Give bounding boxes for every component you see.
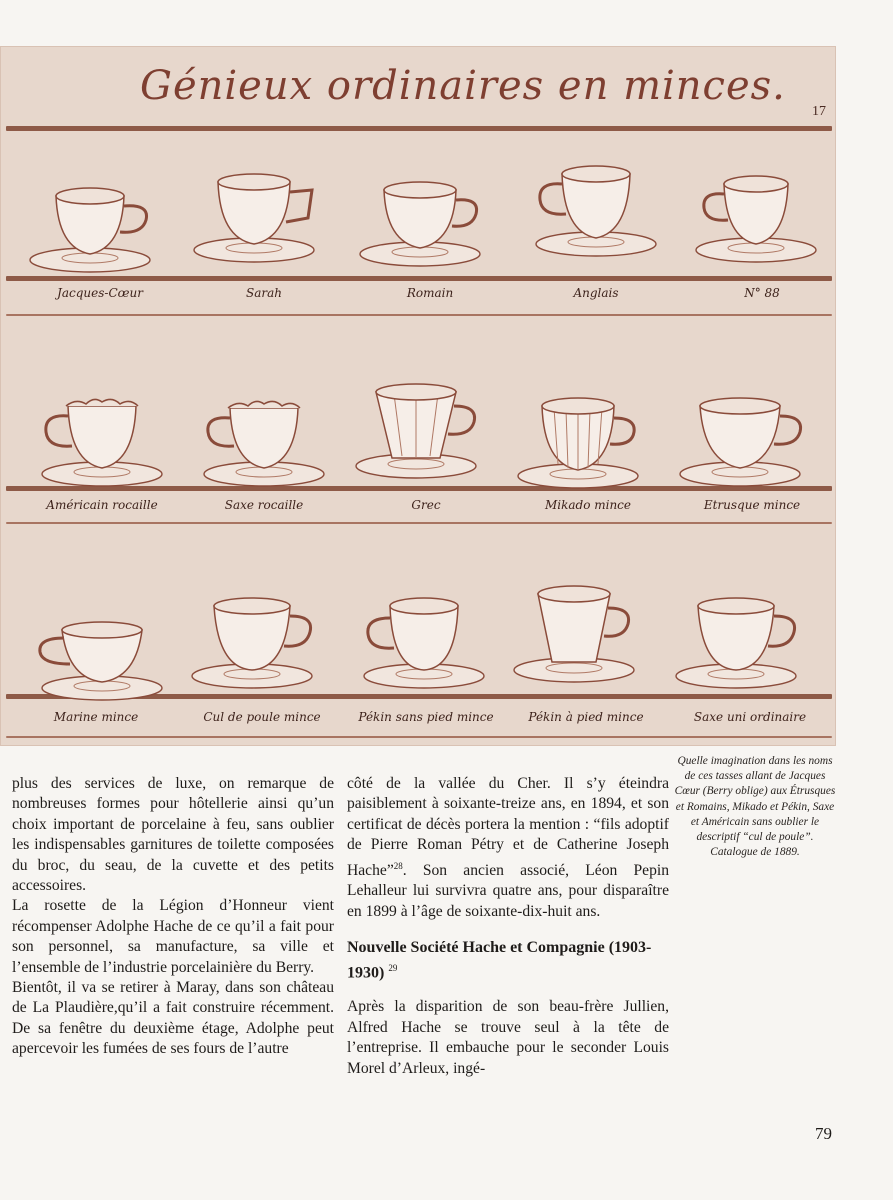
shelf-divider xyxy=(6,522,832,524)
footnote-ref: 28 xyxy=(393,860,403,871)
cup-illustration xyxy=(674,582,814,692)
shelf-row-2 xyxy=(6,336,832,536)
cup-name-label: Sarah xyxy=(246,286,282,300)
cup-illustration xyxy=(28,166,168,276)
shelf-top-line xyxy=(6,126,832,131)
text-column-left xyxy=(12,774,334,1060)
paragraph: Bientôt, il va se retirer à Maray, dans son château de La Plaudière,qu’il a fait construire récemment. De sa fenêtre du deuxième étage, Adolphe peut apercevoir les fumées de ses fours de l’autre xyxy=(12,979,334,1058)
figure-caption: Quelle imagination dans les noms de ces tasses allant de Jacques Cœur (Berry oblige) aux Étrusques et Romains, Mikado et Pékin, Saxe et Américain sans oublier le descriptif “cul de poule”. Catalogue de 1889. xyxy=(674,755,836,859)
cup-name-label: Saxe rocaille xyxy=(224,498,304,512)
paragraph-text: côté de la vallée du Cher. Il s’y éteindra paisiblement à soixante-treize ans, en 1894, et son certificat de décès portera la mention : “fils adoptif de Pierre Roman Pétry et de Catherine Joseph Hache” xyxy=(347,775,669,879)
shelf-row-1 xyxy=(6,126,832,326)
cup-illustration xyxy=(192,380,332,490)
cup-name-label: Pékin à pied mince xyxy=(528,710,644,724)
plate-title: Génieux ordinaires en minces. xyxy=(140,63,786,109)
cup-name-label: Mikado mince xyxy=(544,498,632,512)
shelf-board xyxy=(6,276,832,281)
cup-illustration xyxy=(526,150,666,260)
section-heading-text: Nouvelle Société Hache et Compagnie (1903-1930) xyxy=(347,939,652,982)
cup-illustration xyxy=(192,156,332,266)
cup-name-label: Pékin sans pied mince xyxy=(358,710,494,724)
shelf-divider xyxy=(6,314,832,316)
cup-name-label: Jacques-Cœur xyxy=(57,286,143,300)
paragraph-text: . Son ancien associé, Léon Pepin Lehalleur lui survivra quatre ans, pour disparaître en 1899 à l’âge de soixante-dix-huit ans. xyxy=(347,861,669,920)
cup-name-label: Saxe uni ordinaire xyxy=(693,710,807,724)
cup-name-label: Romain xyxy=(406,286,454,300)
shelf-row-3 xyxy=(6,544,832,744)
paragraph xyxy=(347,774,669,922)
section-heading xyxy=(347,938,669,983)
cup-illustration xyxy=(30,594,170,704)
cup-name-label: Marine mince xyxy=(53,710,139,724)
footnote-ref: 29 xyxy=(388,963,398,974)
paragraph: plus des services de luxe, on remarque de nombreuses formes pour hôtellerie ainsi qu’un choix important de porcelaine à feu, sans oublier les indispensables garnitures de toilette composées du broc, du seau, de la cuvette et des petits accessoires. xyxy=(12,775,334,895)
text-column-right xyxy=(347,774,669,1079)
cup-name-label: Grec xyxy=(411,498,441,512)
cup-illustration xyxy=(358,160,498,270)
cup-illustration xyxy=(190,582,330,692)
shelf-divider xyxy=(6,736,832,738)
catalogue-plate xyxy=(0,46,836,746)
cup-name-label: Cul de poule mince xyxy=(203,710,321,724)
paragraph: La rosette de la Légion d’Honneur vient récompenser Adolphe Hache de ce qu’il a fait pour son personnel, sa manufacture, sa ville et l’ensemble de l’industrie porcelainière du Berry. xyxy=(12,897,334,976)
cup-illustration xyxy=(678,380,818,490)
page-number: 79 xyxy=(815,1124,832,1143)
paragraph: Après la disparition de son beau-frère Jullien, Alfred Hache se trouve seul à la tête de l’entreprise. Il embauche pour le seconder Louis Morel d’Arleux, ingé- xyxy=(347,998,669,1077)
cup-illustration xyxy=(354,372,494,482)
cup-illustration xyxy=(686,156,826,266)
cup-name-label: Etrusque mince xyxy=(703,498,801,512)
cup-illustration xyxy=(352,582,492,692)
cup-name-label: Anglais xyxy=(573,286,619,300)
cup-name-label: N° 88 xyxy=(744,286,780,300)
cup-illustration xyxy=(30,380,170,490)
cup-name-label: Américain rocaille xyxy=(46,498,158,512)
plate-number: 17 xyxy=(812,104,826,119)
cup-illustration xyxy=(516,382,656,492)
cup-illustration xyxy=(512,576,652,686)
